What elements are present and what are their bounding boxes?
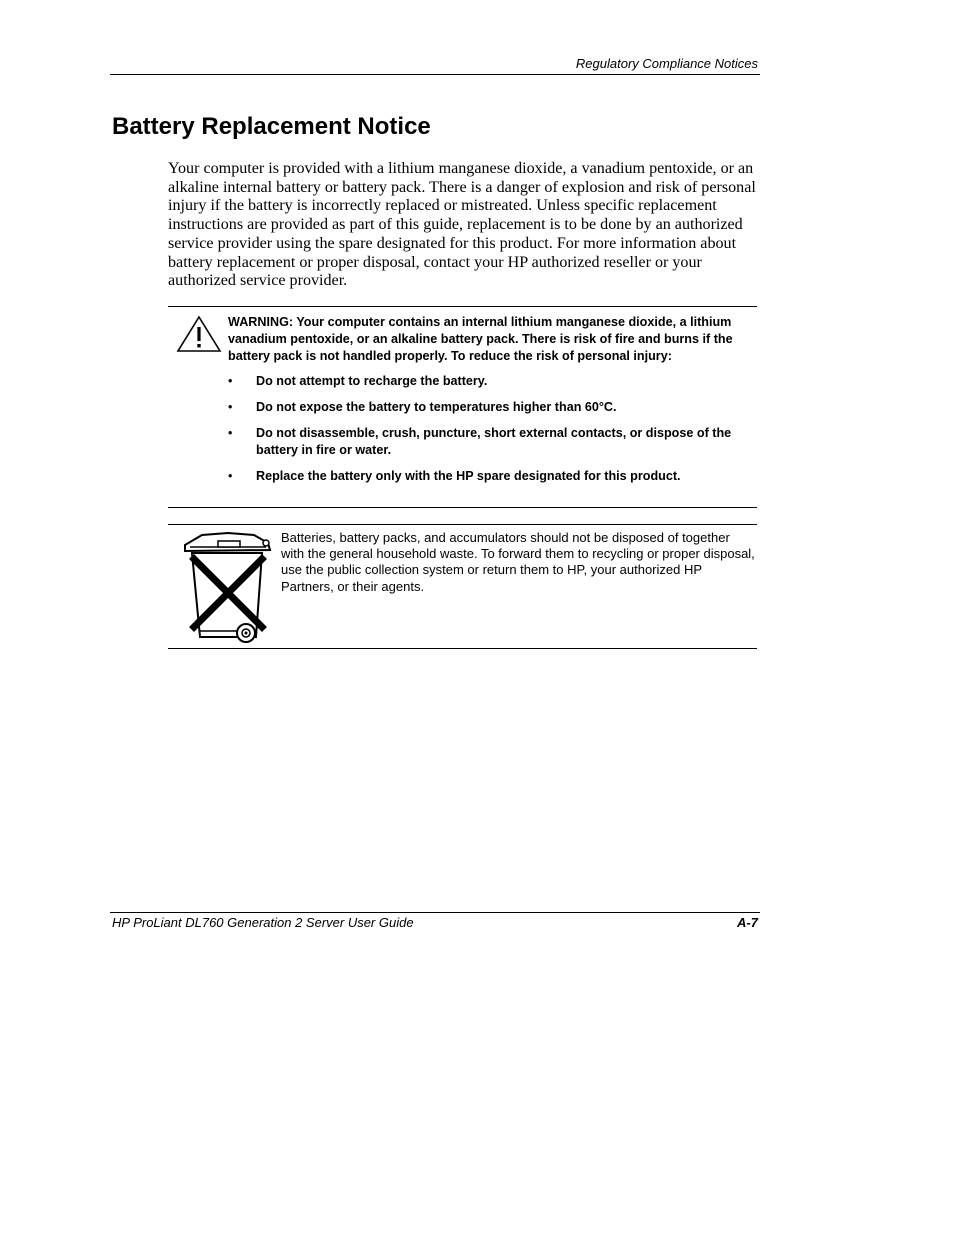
warning-list-item — [228, 468, 755, 485]
footer-document-title: HP ProLiant DL760 Generation 2 Server User Guide — [112, 915, 414, 930]
running-header-title: Regulatory Compliance Notices — [575, 56, 758, 71]
crossed-out-wheelie-bin-icon — [182, 531, 274, 645]
warning-content — [228, 314, 755, 484]
disposal-notice-box — [168, 524, 757, 649]
warning-item-text: Do not attempt to recharge the battery. — [256, 374, 488, 389]
warning-list-item — [228, 425, 755, 459]
warning-list-item — [228, 399, 755, 416]
bullet-glyph: • — [228, 425, 233, 440]
bullet-glyph: • — [228, 468, 233, 483]
warning-list-item — [228, 373, 755, 390]
warning-item-text: Replace the battery only with the HP spare designated for this product. — [256, 468, 681, 483]
disposal-notice-text: Batteries, battery packs, and accumulators should not be disposed of together with the general household waste. To forward them to recycling or proper disposal, use the public collection system or return them to HP, your authorized HP Partners, or their agents. — [281, 530, 755, 594]
page-footer — [110, 912, 760, 935]
page-header — [110, 55, 760, 75]
bullet-glyph: • — [228, 374, 233, 389]
warning-item-text: Do not disassemble, crush, puncture, short external contacts, or dispose of the battery in fire or water. — [256, 425, 732, 457]
warning-triangle-icon — [176, 315, 222, 353]
bullet-glyph: • — [228, 400, 233, 415]
intro-paragraph: Your computer is provided with a lithium manganese dioxide, a vanadium pentoxide, or an alkaline internal battery or battery pack. There is a danger of explosion and risk of personal injury if the battery is incorrectly replaced or mistreated. Unless specific replacement instructions are provided as part of this guide, replacement is to be done by an authorized service provider using the spare designated for this product. For more information about battery replacement or proper disposal, contact your HP authorized reseller or your authorized service provider. — [168, 160, 756, 290]
warning-item-text: Do not expose the battery to temperatures higher than 60°C. — [256, 400, 617, 415]
warning-text: WARNING: Your computer contains an internal lithium manganese dioxide, a lithium vanadium pentoxide, or an alkaline battery pack. There is risk of fire and burns if the battery pack is not handled properly. To reduce the risk of personal injury: — [228, 315, 733, 363]
page-number: A-7 — [737, 915, 758, 930]
warning-box — [168, 306, 757, 508]
section-title: Battery Replacement Notice — [112, 113, 431, 140]
warning-list — [228, 373, 755, 484]
